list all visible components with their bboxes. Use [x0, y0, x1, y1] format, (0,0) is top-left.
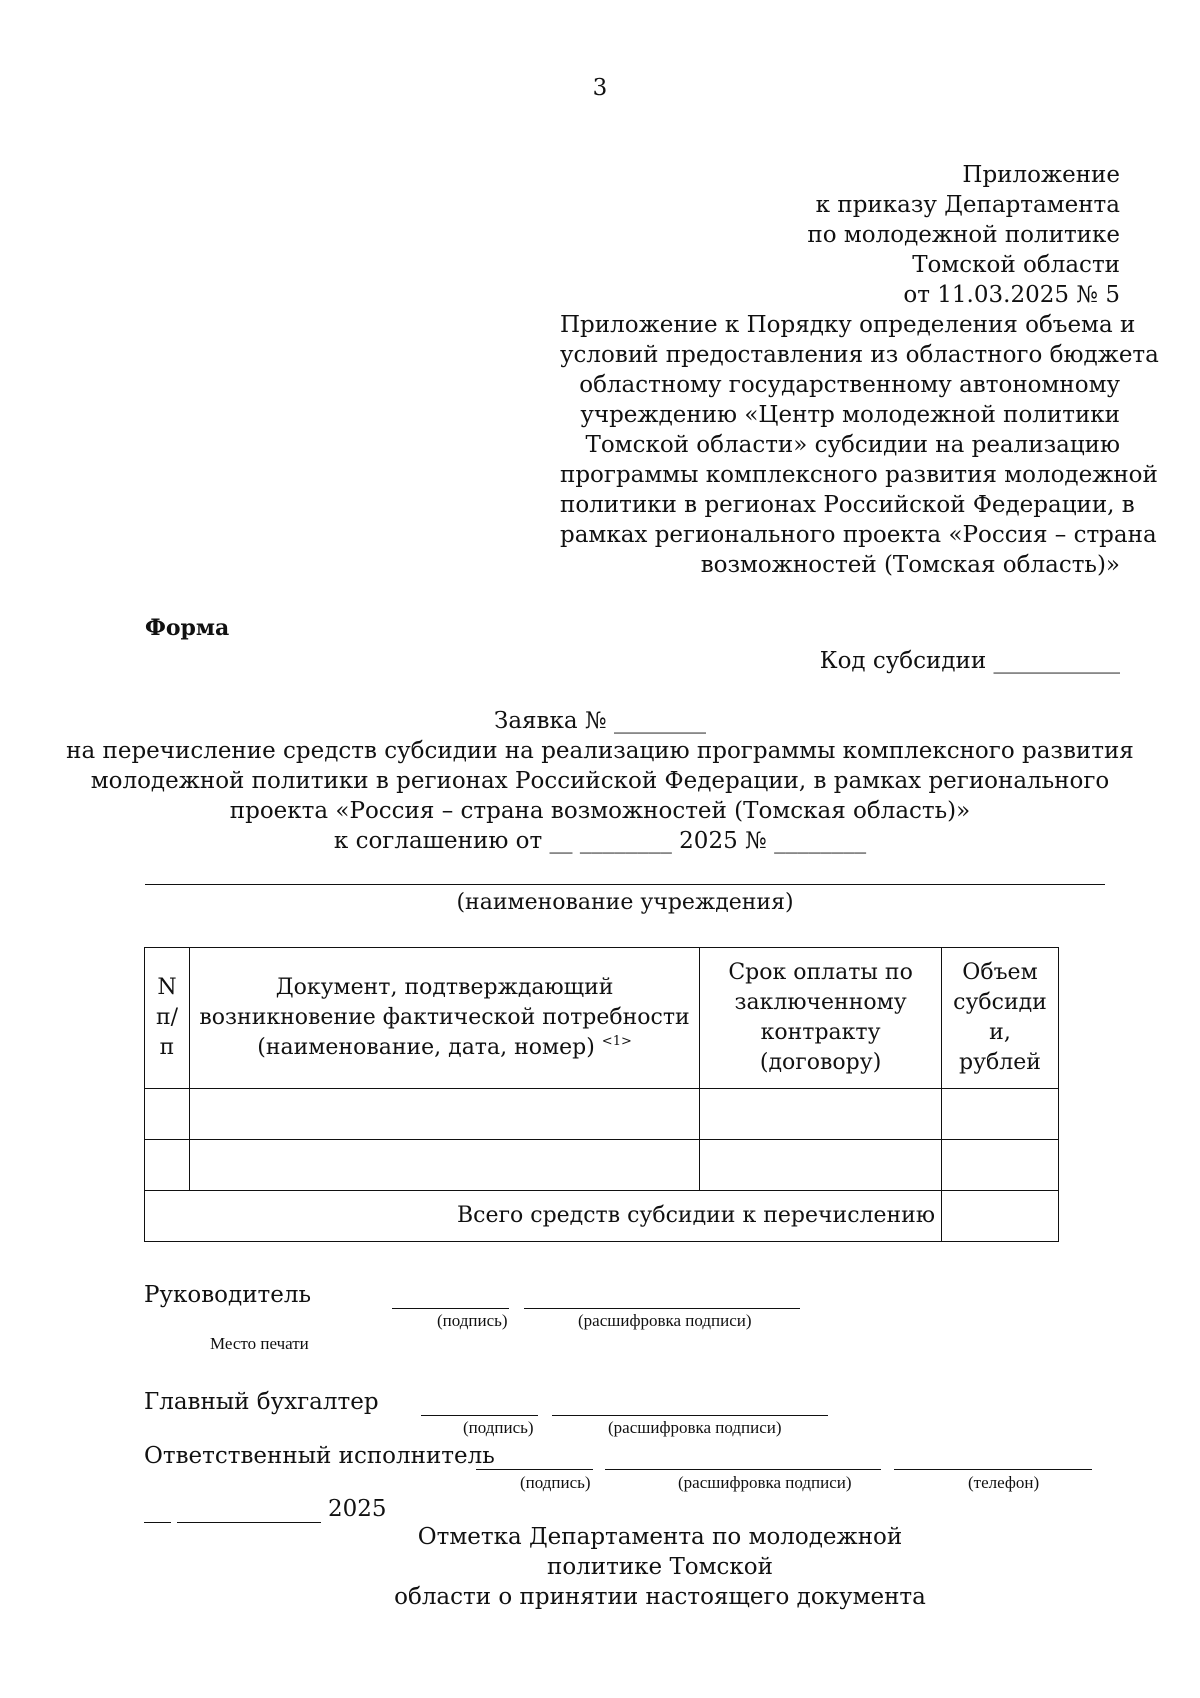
header-deadline: Срок оплаты по заключенному контракту (договору)	[700, 948, 942, 1089]
department-mark-line: Отметка Департамента по молодежной политике Томской	[417, 1524, 903, 1580]
stamp-place: Место печати	[210, 1334, 309, 1353]
title-line: молодежной политики в регионах Российской Федерации, в рамках регионального	[90, 768, 1110, 794]
total-amount-cell	[942, 1191, 1059, 1242]
executor-decoding-line	[605, 1469, 881, 1470]
total-label: Всего средств субсидии к перечислению	[145, 1191, 942, 1242]
date-month-line	[177, 1522, 321, 1523]
appendix-line: Томской области	[912, 252, 1120, 278]
table-total-row	[145, 1191, 1059, 1242]
appendix-line: политики в регионах Российской Федерации, в	[560, 492, 1135, 518]
table-cell	[942, 1089, 1059, 1140]
head-signature-caption: (подпись)	[437, 1311, 508, 1330]
head-decoding-caption: (расшифровка подписи)	[578, 1311, 752, 1330]
accountant-signature-caption: (подпись)	[463, 1418, 534, 1437]
table-cell	[700, 1140, 942, 1191]
table-cell	[189, 1089, 699, 1140]
department-mark-line: области о принятии настоящего документа	[394, 1584, 926, 1610]
application-title	[0, 706, 1200, 856]
appendix-line: Приложение	[962, 162, 1120, 188]
table-cell	[700, 1089, 942, 1140]
table-header-row	[145, 948, 1059, 1089]
title-line: на перечисление средств субсидии на реализацию программы комплексного развития	[66, 738, 1134, 764]
date-day-line	[144, 1522, 171, 1523]
department-mark	[380, 1522, 940, 1612]
table-cell	[189, 1140, 699, 1191]
institution-name-caption: (наименование учреждения)	[456, 890, 794, 915]
table-row	[145, 1089, 1059, 1140]
appendix-line: программы комплексного развития молодежной	[560, 462, 1158, 488]
chief-accountant-label: Главный бухгалтер	[144, 1389, 379, 1415]
accountant-decoding-line	[552, 1415, 828, 1416]
head-label: Руководитель	[144, 1282, 311, 1308]
title-line: проекта «Россия – страна возможностей (Томская область)»	[229, 798, 971, 824]
appendix-header	[560, 160, 1159, 580]
appendix-line: по молодежной политике	[807, 222, 1120, 248]
table-cell	[145, 1140, 190, 1191]
form-label: Форма	[145, 615, 230, 641]
accountant-decoding-caption: (расшифровка подписи)	[608, 1418, 782, 1437]
appendix-line: областному государственному автономному	[579, 372, 1120, 398]
appendix-line: рамках регионального проекта «Россия – страна	[560, 522, 1157, 548]
subsidy-code-field: Код субсидии ___________	[819, 648, 1120, 674]
page-number: 3	[592, 75, 608, 101]
head-signature-line	[392, 1308, 509, 1309]
executor-phone-caption: (телефон)	[968, 1473, 1040, 1492]
table-cell	[942, 1140, 1059, 1191]
table-cell	[145, 1089, 190, 1140]
executor-decoding-caption: (расшифровка подписи)	[678, 1473, 852, 1492]
head-decoding-line	[524, 1308, 800, 1309]
application-number: Заявка № ________	[494, 708, 706, 734]
header-document-text: Документ, подтверждающий возникновение фактической потребности (наименование, дата, номер)	[199, 975, 690, 1060]
header-amount: Объем субсиди и, рублей	[942, 948, 1059, 1089]
executor-phone-line	[894, 1469, 1092, 1470]
appendix-line: возможностей (Томская область)»	[700, 552, 1120, 578]
footnote-mark: <1>	[601, 1034, 632, 1049]
table-row	[145, 1140, 1059, 1191]
appendix-line: условий предоставления из областного бюджета	[560, 342, 1159, 368]
date-year: 2025	[328, 1496, 387, 1522]
appendix-line: Приложение к Порядку определения объема и	[560, 312, 1136, 338]
executor-signature-line	[476, 1469, 593, 1470]
executor-signature-caption: (подпись)	[520, 1473, 591, 1492]
appendix-line: учреждению «Центр молодежной политики	[580, 402, 1120, 428]
agreement-line: к соглашению от __ ________ 2025 № ________	[333, 828, 867, 854]
appendix-line: Томской области» субсидии на реализацию	[585, 432, 1120, 458]
accountant-signature-line	[421, 1415, 538, 1416]
institution-name-line	[145, 884, 1105, 885]
documents-table	[144, 947, 1059, 1242]
header-num: N п/ п	[145, 948, 190, 1089]
appendix-order-date: от 11.03.2025 № 5	[903, 282, 1120, 308]
responsible-executor-label: Ответственный исполнитель	[144, 1443, 495, 1469]
header-document	[189, 948, 699, 1089]
appendix-line: к приказу Департамента	[815, 192, 1120, 218]
